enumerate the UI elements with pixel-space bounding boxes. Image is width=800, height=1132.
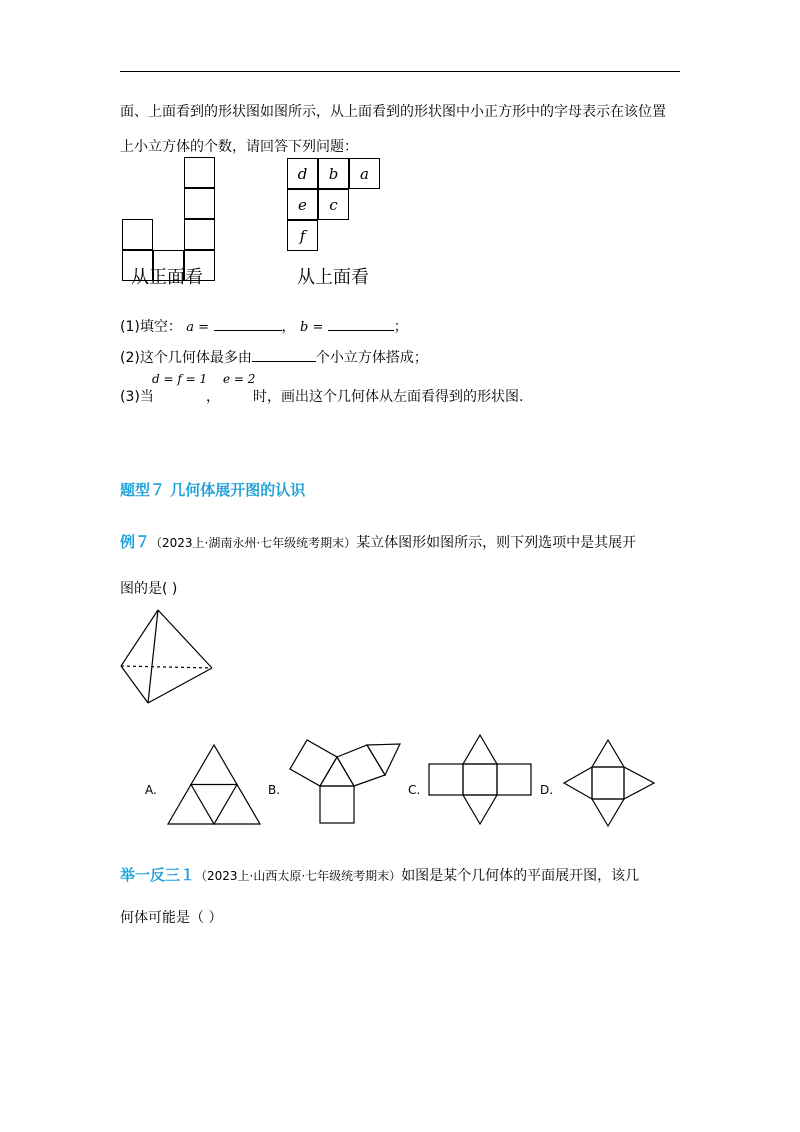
top-view-caption: 从上面看 bbox=[297, 267, 369, 288]
q1-prefix: (1)填空： bbox=[120, 319, 182, 335]
intro-line-1: 面、上面看到的形状图如图所示，从上面看到的形状图中小正方形中的字母表示在该位置 bbox=[120, 104, 666, 120]
practice-1-line-2: 何体可能是（ ） bbox=[120, 910, 223, 926]
practice-1-source: （2023上·山西太原·七年级统考期末） bbox=[195, 869, 402, 883]
example-7-label: 例７ bbox=[120, 533, 151, 551]
example-7-source: （2023上·湖南永州·七年级统考期末） bbox=[150, 536, 357, 550]
q1-blank-b[interactable] bbox=[328, 316, 394, 331]
q1-separator: ， bbox=[281, 319, 296, 335]
q1-var-a: a = bbox=[186, 320, 210, 335]
top-cell-f: f bbox=[287, 220, 318, 251]
question-2 bbox=[120, 347, 428, 367]
front-cell bbox=[184, 157, 215, 188]
tetrahedron-figure bbox=[118, 610, 218, 705]
question-3 bbox=[120, 386, 154, 406]
q3-suffix: 时，画出这个几何体从左面看得到的形状图. bbox=[253, 389, 524, 405]
intro-line-2: 上小立方体的个数，请回答下列问题： bbox=[120, 139, 358, 155]
top-cell-c: c bbox=[318, 189, 349, 220]
q1-end: ； bbox=[393, 319, 408, 335]
option-d-figure[interactable] bbox=[563, 738, 659, 828]
q3-prefix: (3)当 bbox=[120, 389, 154, 405]
front-cell bbox=[122, 219, 153, 250]
front-view-caption: 从正面看 bbox=[131, 267, 203, 288]
option-a-figure[interactable] bbox=[168, 745, 260, 825]
example-7-text-1: 某立体图形如图所示，则下列选项中是其展开 bbox=[356, 535, 637, 551]
option-c-figure[interactable] bbox=[429, 735, 533, 825]
q3-condition-2: e = 2 bbox=[223, 372, 256, 386]
q1-var-b: b = bbox=[299, 320, 324, 335]
question-1 bbox=[120, 316, 408, 336]
q3-condition-1: d = f = 1 bbox=[152, 372, 208, 386]
q2-blank[interactable] bbox=[252, 347, 316, 362]
front-cell bbox=[184, 188, 215, 219]
header-rule bbox=[120, 71, 680, 72]
top-cell-a: a bbox=[349, 158, 380, 189]
section-7-title: 题型７ 几何体展开图的认识 bbox=[120, 481, 306, 499]
option-b-figure[interactable] bbox=[290, 740, 410, 830]
practice-1-line-1 bbox=[120, 864, 639, 885]
option-b-label[interactable]: B. bbox=[268, 783, 281, 797]
top-cell-d: d bbox=[287, 158, 318, 189]
q3-separator: ， bbox=[206, 389, 220, 405]
option-c-label[interactable]: C. bbox=[408, 783, 421, 797]
practice-1-label: 举一反三１ bbox=[120, 866, 196, 884]
option-d-label[interactable]: D. bbox=[540, 783, 554, 797]
top-cell-b: b bbox=[318, 158, 349, 189]
q1-blank-a[interactable] bbox=[214, 316, 282, 331]
top-cell-e: e bbox=[287, 189, 318, 220]
option-a-label[interactable]: A. bbox=[145, 783, 157, 797]
practice-1-text-1: 如图是某个几何体的平面展开图，该几 bbox=[401, 868, 640, 884]
q2-prefix: (2)这个几何体最多由 bbox=[120, 350, 252, 366]
front-cell bbox=[184, 219, 215, 250]
q2-suffix: 个小立方体搭成； bbox=[315, 350, 428, 366]
example-7-line-2: 图的是( ) bbox=[120, 581, 178, 597]
example-7-line-1 bbox=[120, 531, 636, 552]
